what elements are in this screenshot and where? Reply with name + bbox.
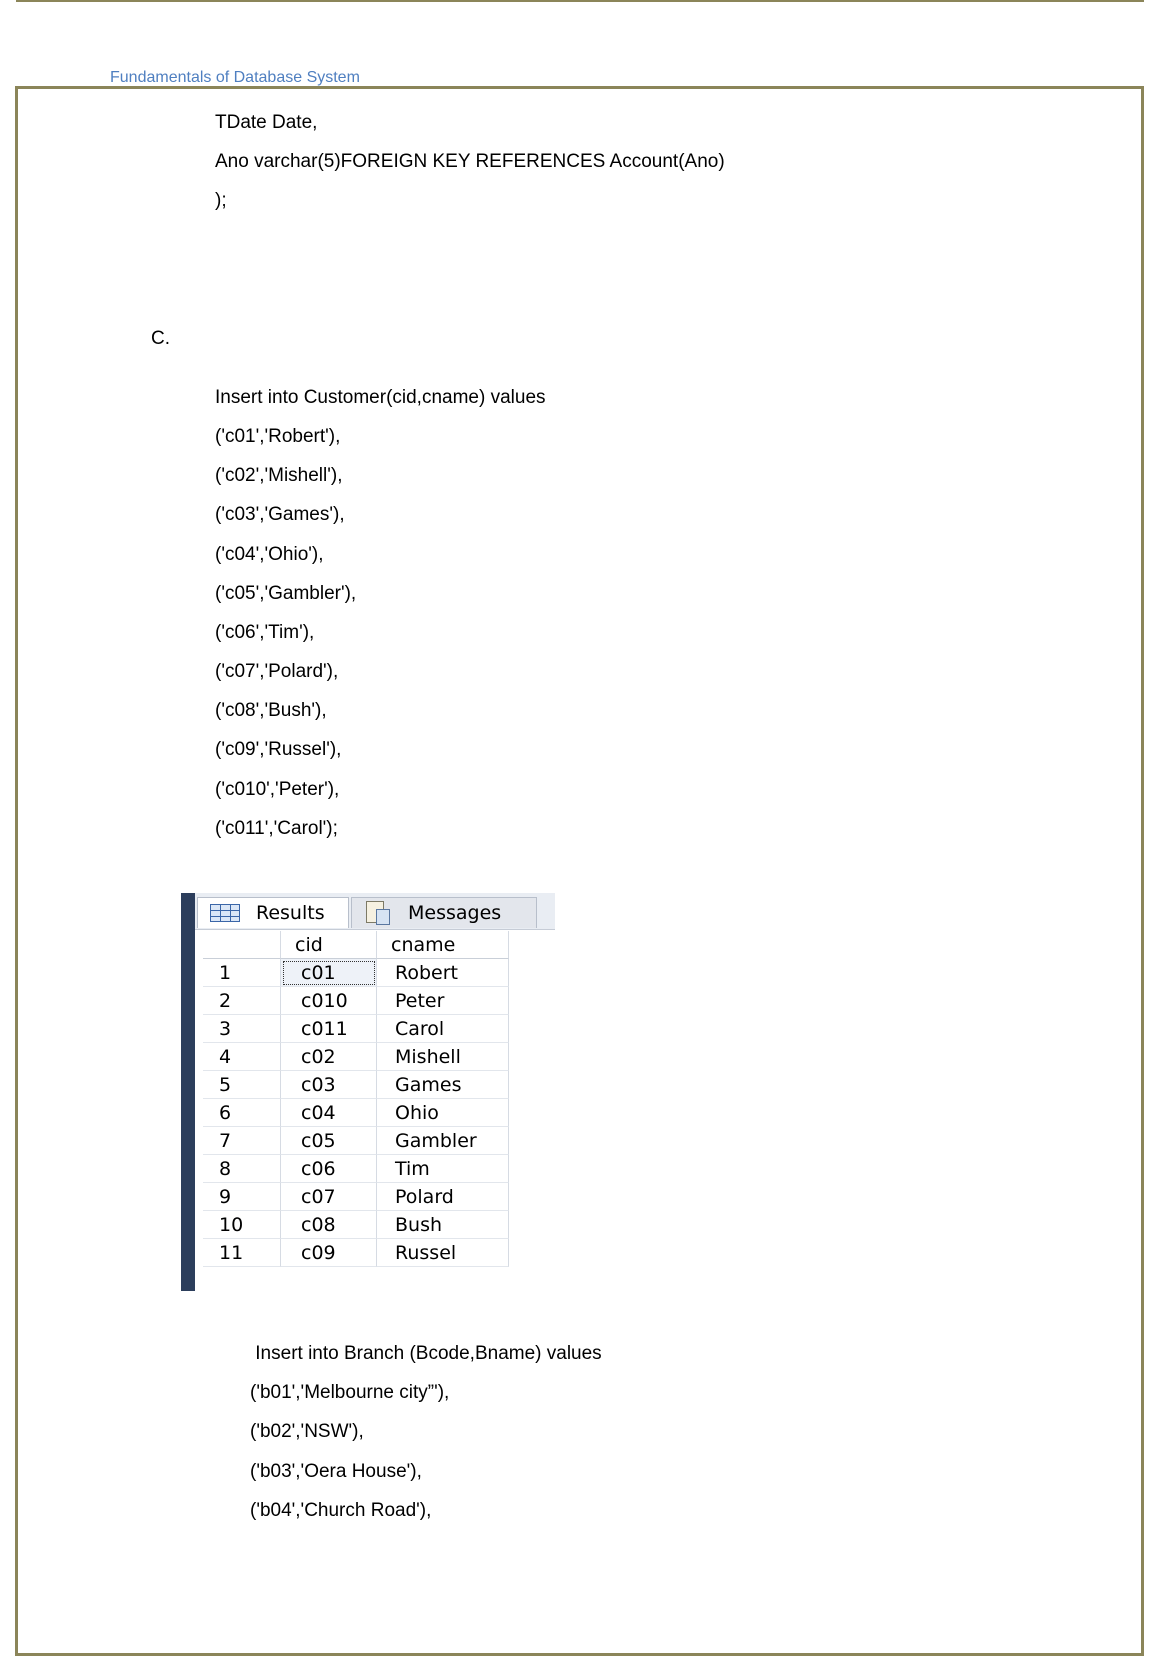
- row-number[interactable]: 11: [203, 1239, 281, 1267]
- cell-cname[interactable]: Gambler: [377, 1127, 509, 1155]
- results-sidebar: [181, 893, 195, 1291]
- cell-cname[interactable]: Peter: [377, 987, 509, 1015]
- table-row: [203, 1239, 509, 1267]
- customer-value-line: ('c05','Gambler'),: [215, 583, 357, 604]
- cell-cname[interactable]: Ohio: [377, 1099, 509, 1127]
- row-number[interactable]: 3: [203, 1015, 281, 1043]
- column-header-cname[interactable]: cname: [377, 931, 509, 959]
- customer-value-line: ('c04','Ohio'),: [215, 544, 324, 565]
- cell-cid[interactable]: c08: [281, 1211, 377, 1239]
- table-row: [203, 1127, 509, 1155]
- cell-cname[interactable]: Carol: [377, 1015, 509, 1043]
- cell-cid[interactable]: c04: [281, 1099, 377, 1127]
- cell-cid[interactable]: c09: [281, 1239, 377, 1267]
- row-number[interactable]: 6: [203, 1099, 281, 1127]
- results-header-row: [203, 931, 509, 959]
- top-page-border: [16, 0, 1144, 2]
- branch-value-line: ('b03','Oera House'),: [250, 1461, 422, 1482]
- cell-cname[interactable]: Bush: [377, 1211, 509, 1239]
- table-row: [203, 1211, 509, 1239]
- customer-value-line: ('c08','Bush'),: [215, 700, 327, 721]
- cell-cid[interactable]: c010: [281, 987, 377, 1015]
- tab-results[interactable]: [197, 897, 349, 928]
- row-number[interactable]: 8: [203, 1155, 281, 1183]
- code-line-ano: Ano varchar(5)FOREIGN KEY REFERENCES Account(Ano): [215, 151, 725, 172]
- cell-cname[interactable]: Games: [377, 1071, 509, 1099]
- customer-value-line: ('c010','Peter'),: [215, 779, 340, 800]
- row-number[interactable]: 2: [203, 987, 281, 1015]
- table-row: [203, 1071, 509, 1099]
- table-row: [203, 1183, 509, 1211]
- row-number[interactable]: 7: [203, 1127, 281, 1155]
- branch-insert-statement: Insert into Branch (Bcode,Bname) values: [250, 1343, 602, 1364]
- row-number[interactable]: 4: [203, 1043, 281, 1071]
- row-number-header: [203, 931, 281, 959]
- row-number[interactable]: 1: [203, 959, 281, 987]
- branch-value-line: ('b01','Melbourne city”'),: [250, 1382, 450, 1403]
- table-row: [203, 1043, 509, 1071]
- customer-value-line: ('c011','Carol');: [215, 818, 338, 839]
- cell-cid[interactable]: c07: [281, 1183, 377, 1211]
- document-header: Fundamentals of Database System: [110, 69, 360, 86]
- table-row: [203, 1015, 509, 1043]
- results-grid: [203, 931, 509, 1267]
- customer-insert-statement: Insert into Customer(cid,cname) values: [215, 387, 546, 408]
- section-label: C.: [151, 328, 170, 349]
- table-row: [203, 1099, 509, 1127]
- cell-cname[interactable]: Robert: [377, 959, 509, 987]
- customer-value-line: ('c02','Mishell'),: [215, 465, 343, 486]
- cell-cname[interactable]: Russel: [377, 1239, 509, 1267]
- cell-cname[interactable]: Tim: [377, 1155, 509, 1183]
- customer-value-line: ('c09','Russel'),: [215, 739, 342, 760]
- code-line-tdate: TDate Date,: [215, 112, 318, 133]
- cell-cname[interactable]: Mishell: [377, 1043, 509, 1071]
- page-frame: [15, 86, 1144, 1656]
- table-row: [203, 959, 509, 987]
- branch-value-line: ('b02','NSW'),: [250, 1421, 364, 1442]
- customer-value-line: ('c06','Tim'),: [215, 622, 315, 643]
- cell-cname[interactable]: Polard: [377, 1183, 509, 1211]
- customer-value-line: ('c07','Polard'),: [215, 661, 339, 682]
- grid-icon: [210, 904, 240, 922]
- cell-cid[interactable]: c01: [281, 959, 377, 987]
- customer-value-line: ('c03','Games'),: [215, 504, 345, 525]
- messages-icon: [364, 901, 392, 925]
- cell-cid[interactable]: c02: [281, 1043, 377, 1071]
- table-row: [203, 987, 509, 1015]
- tab-results-label: Results: [256, 902, 325, 924]
- tab-messages-label: Messages: [408, 902, 502, 924]
- results-tabbar: [195, 893, 555, 930]
- query-results-panel: [181, 893, 555, 1291]
- column-header-cid[interactable]: cid: [281, 931, 377, 959]
- row-number[interactable]: 10: [203, 1211, 281, 1239]
- cell-cid[interactable]: c03: [281, 1071, 377, 1099]
- tab-messages[interactable]: [351, 897, 537, 928]
- table-row: [203, 1155, 509, 1183]
- cell-cid[interactable]: c05: [281, 1127, 377, 1155]
- row-number[interactable]: 9: [203, 1183, 281, 1211]
- code-line-close: );: [215, 190, 227, 211]
- customer-value-line: ('c01','Robert'),: [215, 426, 341, 447]
- row-number[interactable]: 5: [203, 1071, 281, 1099]
- cell-cid[interactable]: c06: [281, 1155, 377, 1183]
- branch-value-line: ('b04','Church Road'),: [250, 1500, 432, 1521]
- cell-cid[interactable]: c011: [281, 1015, 377, 1043]
